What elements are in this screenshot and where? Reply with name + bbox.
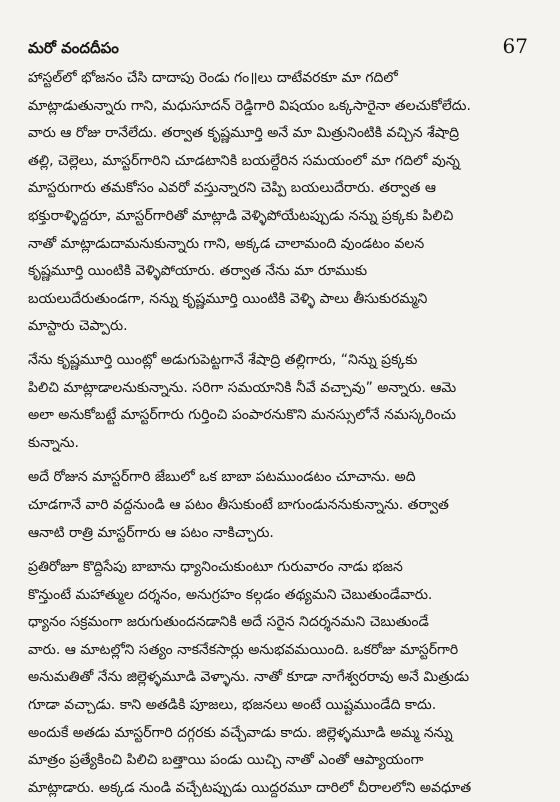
text-line: మాస్టారు చెప్పారు. [28, 318, 128, 335]
paragraph [28, 464, 538, 547]
page-header [28, 34, 538, 61]
text-line: అందుకే అతడు మాస్టర్‌గారి దగ్గరకు వచ్చేవాడు కాదు. జిల్లెళ్ళమూడి అమ్మ నన్ను [28, 724, 453, 741]
text-line: కొన్తుంటే మహాత్ముల దర్శనం, అనుగ్రహం కల్గడం తథ్యమని చెబుతుండేవారు. [28, 586, 433, 603]
text-line: ధ్యానం సక్రమంగా జరుగుతుందనడానికి అదే సరైన నిదర్శనమని చెబుతుండే [28, 614, 429, 631]
text-line: తల్లి, చెల్లెలు, మాస్టర్‌గారిని చూడటానికి బయల్దేరిన సమయంలో మా గదిలో వున్న [28, 152, 460, 169]
text-line: మాట్లాడుతున్నారు గాని, మధుసూదన్ రెడ్డిగారి విషయం ఒక్కసారైనా తలచుకోలేదు. [28, 97, 471, 114]
text-line: కున్నాను. [28, 434, 79, 451]
text-line: భక్తురాళ్ళిద్దరూ, మాస్టర్‌గారితో మాట్లాడి వెళ్ళిపోయేటప్పుడు నన్ను ప్రక్కకు పిలిచి [28, 207, 454, 224]
body-text [28, 65, 538, 802]
page-number: 67 [502, 34, 528, 58]
text-line: మాస్టరుగారు తమకోసం ఎవరో వస్తున్నారని చెప్పి బయలుదేరారు. తర్వాత ఆ [28, 180, 437, 197]
paragraph [28, 347, 538, 457]
text-line: అదే రోజున మాస్టర్‌గారి జేబులో ఒక బాబా పటముండటం చూచాను. అది [28, 469, 416, 486]
text-line: ఆనాటి రాత్రి మాస్టర్‌గారు ఆ పటం నాకిచ్చారు. [28, 524, 274, 541]
text-line: వారు ఆ రోజు రానేలేదు. తర్వాత కృష్ణమూర్తి అనే మా మిత్రునింటికి వచ్చిన శేషాద్రి [28, 125, 460, 142]
text-line: నేను కృష్ణమూర్తి యింట్లో అడుగుపెట్టగానే శేషాద్రి తల్లిగారు, “నిన్ను ప్రక్కకు [28, 351, 418, 368]
text-line: వారు. ఆ మాటల్లోని సత్యం నాకనేకసార్లు అనుభవమయింది. ఒకరోజు మాస్టర్‌గారి [28, 641, 459, 658]
text-line: గూడా వచ్చాడు. కాని అతడికి పూజలు, భజనలు అంటే యిష్టముండేది కాదు. [28, 697, 437, 714]
paragraph [28, 65, 538, 341]
text-line: పిలిచి మాట్లాడాలనుకున్నాను. సరిగా సమయానికి నీవే వచ్చావు” అన్నారు. ఆమె [28, 379, 457, 396]
text-line: బయలుదేరుతుండగా, నన్ను కృష్ణమూర్తి యింటికి వెళ్ళి పాలు తీసుకురమ్మని [28, 290, 428, 307]
text-line: మాట్లాడారు. అక్కడ నుండి వచ్చేటప్పుడు యిద్దరమూ దారిలో చీరాలలోని అవధూత [28, 779, 472, 796]
text-line: ప్రతిరోజూ కొద్దిసేపు బాబాను ధ్యానించుకుంటూ గురువారం నాడు భజన [28, 559, 403, 576]
paragraph [28, 554, 538, 802]
text-line: హాస్టల్‌లో భోజనం చేసి దాదాపు రెండు గం॥లు దాటేవరకూ మా గదిలో [28, 70, 398, 86]
text-line: అలా అనుకోబట్టే మాస్టర్‌గారు గుర్తించి పంపారనుకొని మనస్సులోనే నమస్కరించు [28, 407, 456, 424]
text-line: చూడగానే వారి వద్దనుండి ఆ పటం తీసుకుంటే బాగుండుననుకున్నాను. తర్వాత [28, 496, 449, 513]
running-title: మరో వందదీపం [28, 39, 119, 57]
text-line: అనుమతితో నేను జిల్లెళ్ళమూడి వెళ్ళాను. నాతో కూడా నాగేశ్వరరావు అనే మిత్రుడు [28, 669, 470, 686]
text-line: కృష్ణమూర్తి యింటికి వెళ్ళిపోయారు. తర్వాత నేను మా రూముకు [28, 263, 368, 280]
text-line: నాతో మాట్లాడుదామనుకున్నారు గాని, అక్కడ చాలామంది వుండటం వలన [28, 235, 425, 252]
text-line: మాత్రం ప్రత్యేకించి పిలిచి బత్తాయి పండు యిచ్చి నాతో ఎంతో ఆప్యాయంగా [28, 752, 424, 769]
